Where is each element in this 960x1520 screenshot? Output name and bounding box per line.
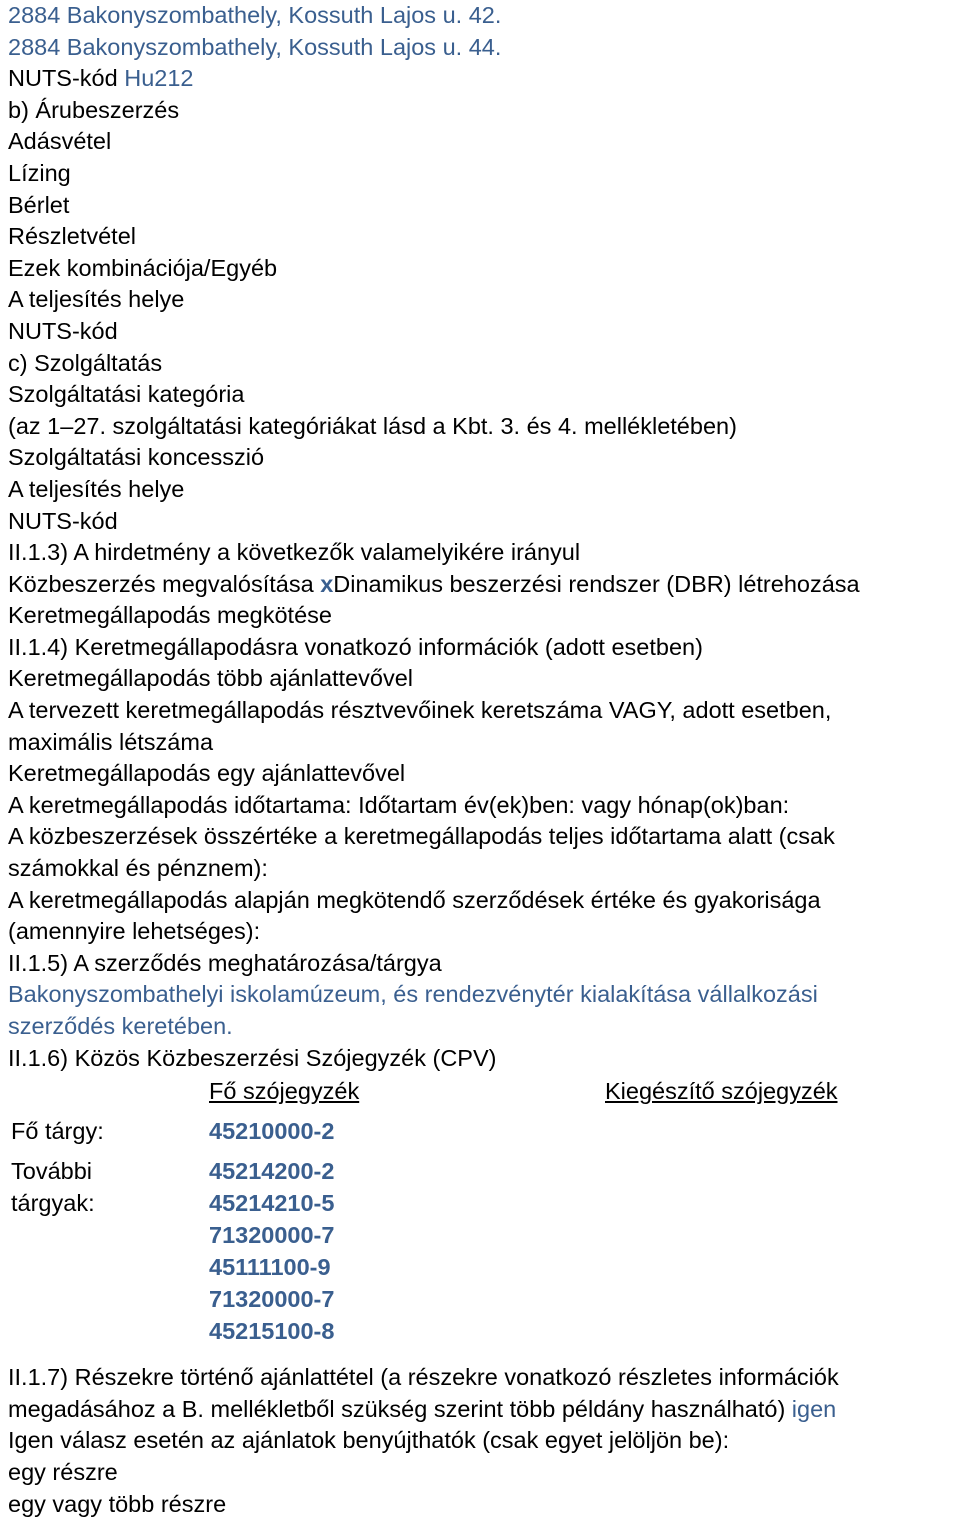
line-text: A keretmegállapodás időtartama: Időtartam év(ek)ben: vagy hónap(ok)ban: [8, 791, 790, 818]
text-line [8, 600, 960, 632]
document-page [8, 0, 960, 1520]
text-line [8, 32, 960, 64]
line-text: A teljesítés helye [8, 475, 185, 502]
text-block-bottom [8, 1362, 960, 1520]
line-text: A keretmegállapodás alapján megkötendő szerződések értéke és gyakorisága [8, 886, 821, 913]
line-text: II.1.5) A szerződés meghatározása/tárgya [8, 949, 442, 976]
cpv-other-code: 45111100-9 [209, 1254, 331, 1281]
field-value: Hu212 [124, 65, 194, 92]
cpv-main-label: Fő tárgy: [11, 1118, 104, 1145]
text-line [8, 379, 960, 411]
line-text: Közbeszerzés megvalósítása [8, 570, 321, 597]
text-line [8, 695, 960, 727]
text-line [8, 442, 960, 474]
line-text: NUTS-kód [8, 507, 118, 534]
text-line [8, 253, 960, 285]
text-line [8, 95, 960, 127]
cpv-other-code: 45214210-5 [209, 1190, 335, 1217]
line-text: b) Árubeszerzés [8, 96, 180, 123]
text-line [8, 569, 960, 601]
text-line [8, 284, 960, 316]
line-text: maximális létszáma [8, 728, 214, 755]
text-line [8, 1457, 960, 1489]
text-line [8, 348, 960, 380]
text-line [8, 727, 960, 759]
text-line [8, 190, 960, 222]
selection-mark: x [320, 570, 334, 597]
text-line [8, 853, 960, 885]
text-line [8, 0, 960, 32]
text-line [8, 537, 960, 569]
text-line [8, 948, 960, 980]
line-text: NUTS-kód [8, 65, 125, 92]
cpv-other-code: 45214200-2 [209, 1158, 335, 1185]
text-line [8, 316, 960, 348]
line-text: megadásához a B. mellékletből szükség szerint több példány használható) [8, 1395, 792, 1422]
cpv-header-main: Fő szójegyzék [209, 1078, 360, 1105]
text-line [8, 158, 960, 190]
text-line [8, 411, 960, 443]
cpv-other-code: 71320000-7 [209, 1286, 335, 1313]
line-text: II.1.7) Részekre történő ajánlattétel (a részekre vonatkozó részletes információk [8, 1364, 839, 1391]
cpv-other-label-cont: tárgyak: [11, 1190, 95, 1217]
line-text: II.1.6) Közös Közbeszerzési Szójegyzék (CPV) [8, 1044, 497, 1071]
line-text: Részletvétel [8, 223, 136, 250]
line-text: számokkal és pénznem): [8, 855, 268, 882]
line-text: Bakonyszombathelyi iskolamúzeum, és rendezvénytér kialakítása vállalkozási [8, 981, 818, 1008]
line-text: Keretmegállapodás megkötése [8, 602, 332, 629]
text-line [8, 885, 960, 917]
cpv-table [8, 1076, 960, 1362]
line-text: Bérlet [8, 191, 70, 218]
text-line [8, 474, 960, 506]
text-line [8, 63, 960, 95]
text-line [8, 1394, 960, 1426]
line-text: A teljesítés helye [8, 286, 185, 313]
text-line [8, 1362, 960, 1394]
line-text: Ezek kombinációja/Egyéb [8, 254, 278, 281]
text-line [8, 506, 960, 538]
text-line [8, 632, 960, 664]
text-block-top [8, 0, 960, 1074]
text-line [8, 1425, 960, 1457]
line-text: II.1.3) A hirdetmény a következők valamelyikére irányul [8, 539, 581, 566]
text-line [8, 126, 960, 158]
text-line [8, 979, 960, 1011]
line-text: szerződés keretében. [8, 1013, 233, 1039]
text-line [8, 663, 960, 695]
cpv-header-supplementary: Kiegészítő szójegyzék [605, 1078, 838, 1105]
cpv-other-code: 45215100-8 [209, 1318, 335, 1345]
text-line [8, 1043, 960, 1075]
line-text: egy vagy több részre [8, 1490, 227, 1517]
line-text: (amennyire lehetséges): [8, 918, 261, 945]
text-line [8, 1489, 960, 1520]
line-text: II.1.4) Keretmegállapodásra vonatkozó információk (adott esetben) [8, 633, 703, 660]
line-text: Lízing [8, 159, 71, 186]
line-text-continued: Dinamikus beszerzési rendszer (DBR) létrehozása [333, 570, 860, 597]
text-line [8, 1011, 960, 1043]
line-text: Keretmegállapodás egy ajánlattevővel [8, 760, 406, 787]
text-line [8, 221, 960, 253]
line-text: egy részre [8, 1458, 118, 1485]
text-line [8, 821, 960, 853]
line-text: A tervezett keretmegállapodás résztvevőinek keretszáma VAGY, adott esetben, [8, 697, 832, 724]
line-text: A közbeszerzések összértéke a keretmegállapodás teljes időtartama alatt (csak [8, 823, 835, 850]
field-value: igen [791, 1395, 837, 1422]
line-text: c) Szolgáltatás [8, 349, 163, 376]
line-text: NUTS-kód [8, 317, 118, 344]
text-line [8, 916, 960, 948]
line-text: 2884 Bakonyszombathely, Kossuth Lajos u. 44. [8, 33, 502, 60]
line-text: Keretmegállapodás több ajánlattevővel [8, 665, 413, 692]
line-text: 2884 Bakonyszombathely, Kossuth Lajos u. 42. [8, 2, 502, 28]
line-text: (az 1–27. szolgáltatási kategóriákat lásd a Kbt. 3. és 4. mellékletében) [8, 412, 737, 439]
cpv-main-code: 45210000-2 [209, 1118, 335, 1145]
text-line [8, 758, 960, 790]
line-text: Igen válasz esetén az ajánlatok benyújthatók (csak egyet jelöljön be): [8, 1427, 730, 1454]
cpv-other-label: További [11, 1158, 92, 1185]
cpv-other-code: 71320000-7 [209, 1222, 335, 1249]
line-text: Adásvétel [8, 128, 112, 155]
line-text: Szolgáltatási kategória [8, 381, 245, 408]
text-line [8, 790, 960, 822]
line-text: Szolgáltatási koncesszió [8, 444, 265, 471]
